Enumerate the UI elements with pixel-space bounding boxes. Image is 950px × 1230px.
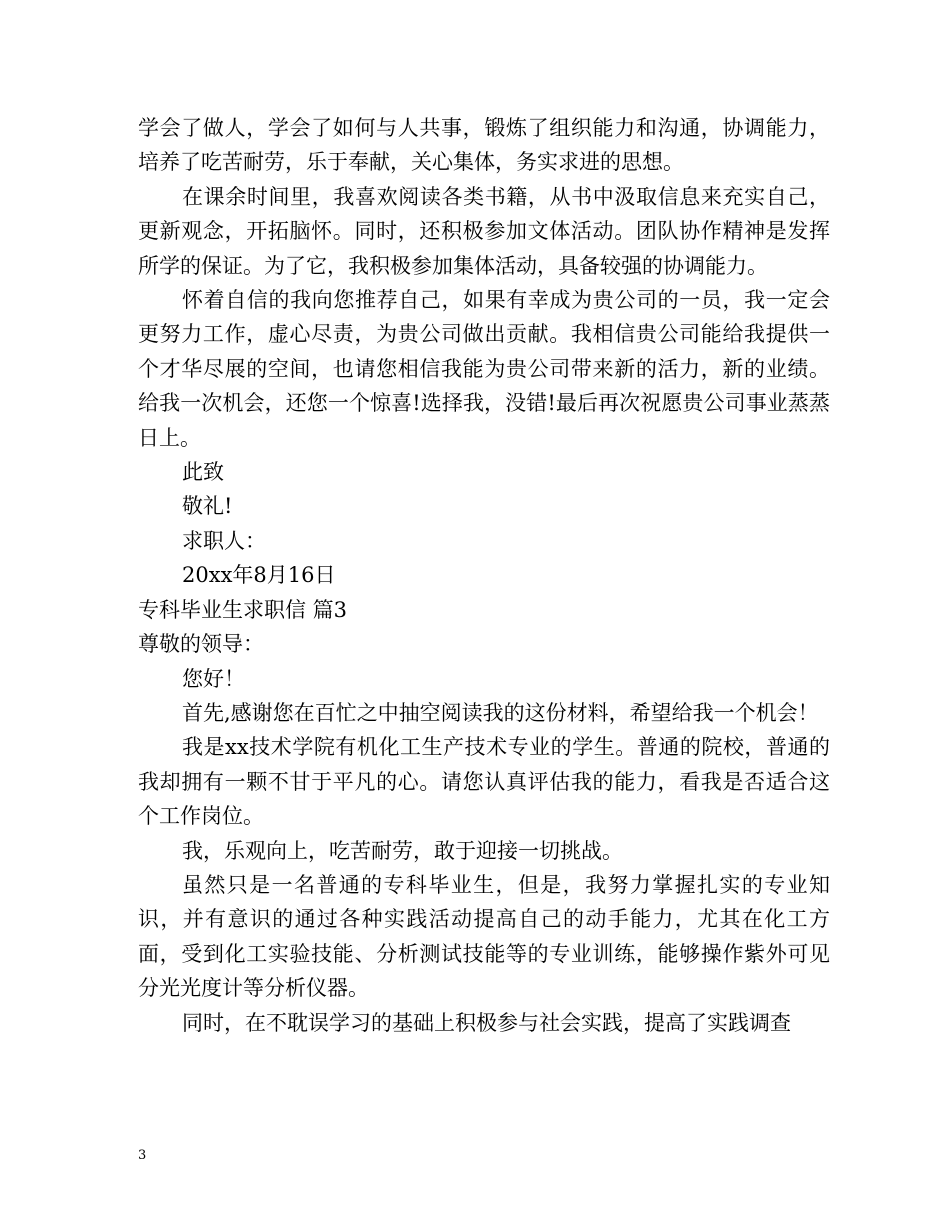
section-heading: 专科毕业生求职信 篇3: [138, 597, 348, 622]
paragraph-1: 学会了做人，学会了如何与人共事，锻炼了组织能力和沟通，协调能力，培养了吃苦耐劳，乐于奉献，关心集体，务实求进的思想。: [138, 116, 830, 175]
letter-hello: 您好！: [182, 666, 245, 691]
closing-regards: 敬礼!: [182, 494, 233, 519]
paragraph-2: 在课余时间里，我喜欢阅读各类书籍，从书中汲取信息来充实自己，更新观念，开拓脑怀。同时，还积极参加文体活动。团队协作精神是发挥所学的保证。为了它，我积极参加集体活动，具备较强的协调能力。: [138, 184, 830, 278]
paragraph-4: 首先,感谢您在百忙之中抽空阅读我的这份材料，希望给我一个机会！: [182, 700, 819, 725]
paragraph-5: 我是xx技术学院有机化工生产技术专业的学生。普通的院校，普通的我却拥有一颗不甘于平凡的心。请您认真评估我的能力，看我是否适合这个工作岗位。: [138, 735, 830, 829]
paragraph-3: 怀着自信的我向您推荐自己，如果有幸成为贵公司的一员，我一定会更努力工作，虚心尽责，为贵公司做出贡献。我相信贵公司能给我提供一个才华尽展的空间，也请您相信我能为贵公司带来新的活力，新的业绩。给我一次机会，还您一个惊喜!选择我，没错!最后再次祝愿贵公司事业蒸蒸日上。: [138, 288, 830, 450]
paragraph-8: 同时，在不耽误学习的基础上积极参与社会实践，提高了实践调查: [182, 1010, 791, 1035]
page-number: 3: [138, 1148, 147, 1163]
paragraph-7: 虽然只是一名普通的专科毕业生，但是，我努力掌握扎实的专业知识，并有意识的通过各种实践活动提高自己的动手能力，尤其在化工方面，受到化工实验技能、分析测试技能等的专业训练，能够操作紫外可见分光光度计等分析仪器。: [138, 872, 830, 1001]
letter-date: 20xx年8月16日: [182, 563, 336, 588]
closing-salutation: 此致: [182, 460, 224, 485]
applicant-signature: 求职人：: [182, 528, 266, 553]
document-body: [138, 111, 830, 1040]
paragraph-6: 我，乐观向上，吃苦耐劳，敢于迎接一切挑战。: [182, 838, 623, 863]
letter-greeting: 尊敬的领导：: [138, 632, 264, 657]
